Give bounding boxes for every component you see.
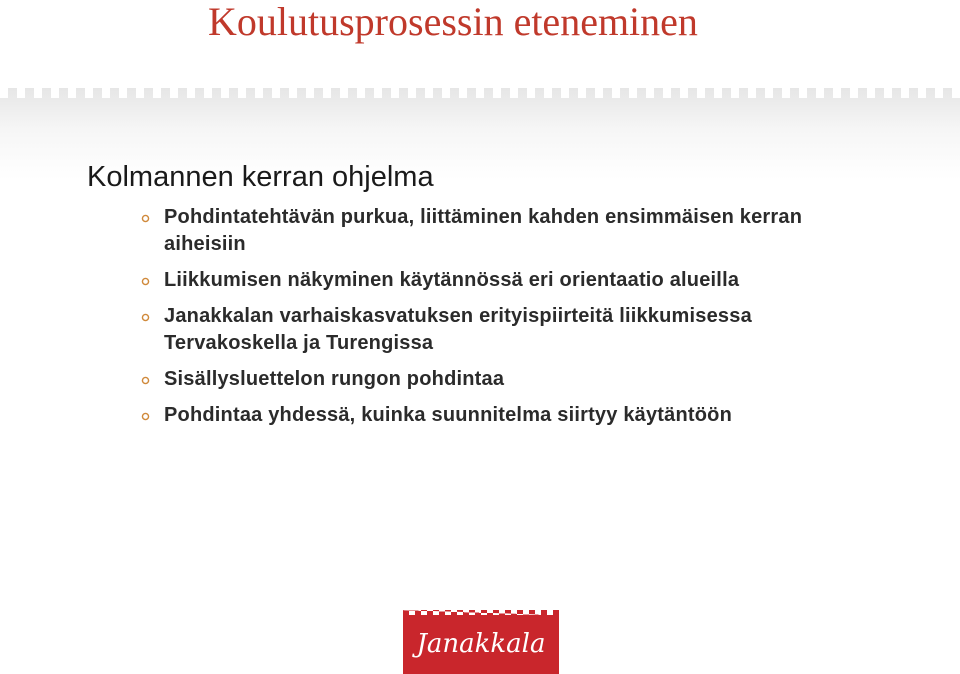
bullet-text: Sisällysluettelon rungon pohdintaa (164, 368, 505, 390)
bullet-text: Pohdintaa yhdessä, kuinka suunnitelma siirtyy käytäntöön (164, 404, 733, 426)
bullet-icon (141, 214, 150, 223)
bullet-icon (141, 277, 150, 286)
bullet-list (138, 204, 858, 438)
logo-wordmark: Janakkala (416, 629, 546, 659)
slide-title: Koulutusprosessin eteneminen (208, 0, 698, 44)
bullet-text-continued: aiheisiin (164, 233, 246, 255)
bullet-icon (141, 412, 150, 421)
bullet-text: Liikkumisen näkyminen käytännössä eri orientaatio alueilla (164, 269, 740, 291)
bullet-item (138, 402, 858, 429)
bullet-icon (141, 376, 150, 385)
bullet-item (138, 204, 858, 258)
janakkala-logo (403, 610, 559, 674)
slide-subtitle: Kolmannen kerran ohjelma (87, 161, 434, 193)
band-dash-border (0, 88, 960, 98)
bullet-text: Janakkalan varhaiskasvatuksen erityispiirteitä liikkumisessa (164, 305, 752, 327)
bullet-item (138, 366, 858, 393)
bullet-text-continued: Tervakoskella ja Turengissa (164, 332, 434, 354)
bullet-item (138, 303, 858, 357)
bullet-icon (141, 313, 150, 322)
bullet-text: Pohdintatehtävän purkua, liittäminen kahden ensimmäisen kerran (164, 206, 803, 228)
bullet-item (138, 267, 858, 294)
